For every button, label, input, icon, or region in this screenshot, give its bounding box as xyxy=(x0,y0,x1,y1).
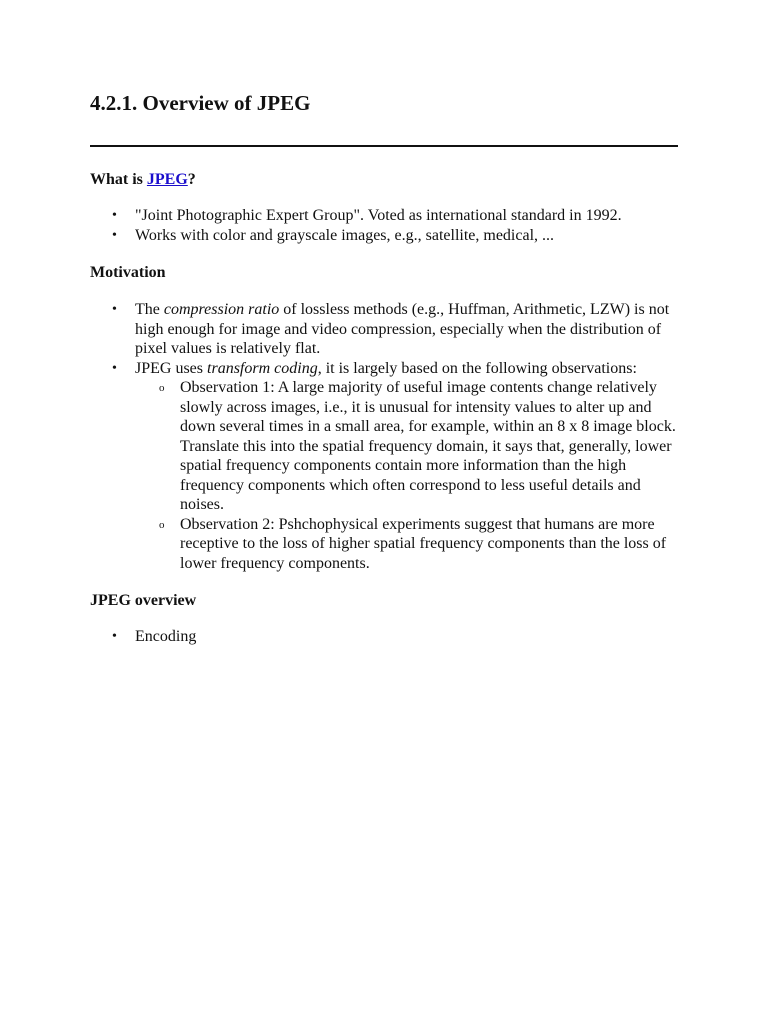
emphasis-text: transform coding xyxy=(207,359,318,377)
bullet-icon: • xyxy=(112,629,117,644)
section-heading-overview: JPEG overview xyxy=(90,592,197,609)
observation-text: Observation 2: Pshchophysical experiments suggest that humans are more receptive to the loss of higher spatial frequency components than the loss of lower frequency components. xyxy=(180,515,667,572)
jpeg-link[interactable]: JPEG xyxy=(146,171,188,188)
section-heading-what-is xyxy=(90,170,196,190)
motivation-list xyxy=(90,300,678,573)
observations-list xyxy=(135,378,678,573)
section-heading-motivation: Motivation xyxy=(90,264,166,281)
list-item xyxy=(90,206,678,226)
bullet-icon: • xyxy=(112,227,117,243)
sub-list-item xyxy=(135,378,678,515)
horizontal-rule xyxy=(90,145,678,147)
list-item-text: The compression ratio of lossless methods (e.g., Huffman, Arithmetic, LZW) is not high enough for image and video compression, especially when the distribution of pixel values is relatively flat. xyxy=(135,301,670,357)
observation-text: Observation 1: A large majority of useful image contents change relatively slowly across images, i.e., it is unusual for intensity values to alter up and down several times in a small area, for example, within an 8 x 8 image block. Translate this into the spatial frequency domain, it says that, generally, lower spatial frequency components contain more information than the high frequency components which often correspond to less useful details and noises. xyxy=(180,379,676,513)
page-title: 4.2.1. Overview of JPEG xyxy=(90,91,311,115)
list-item xyxy=(90,300,678,359)
sub-list-item xyxy=(135,515,678,574)
list-item-text: Works with color and grayscale images, e.g., satellite, medical, ... xyxy=(135,226,555,244)
circle-bullet-icon: o xyxy=(159,518,165,531)
what-is-suffix: ? xyxy=(187,171,196,188)
circle-bullet-icon: o xyxy=(159,382,165,394)
list-item xyxy=(90,627,678,647)
list-item-text: Encoding xyxy=(135,628,197,645)
bullet-icon: • xyxy=(112,360,117,376)
bullet-icon: • xyxy=(112,208,117,223)
list-item-text: "Joint Photographic Expert Group". Voted as international standard in 1992. xyxy=(135,207,622,224)
emphasis-text: compression ratio xyxy=(163,301,280,318)
list-item xyxy=(90,226,678,246)
list-item-text: JPEG uses transform coding, it is largely based on the following observations: xyxy=(135,359,637,377)
what-is-list xyxy=(90,206,678,245)
bullet-icon: • xyxy=(112,302,117,317)
list-item xyxy=(90,359,678,574)
what-is-prefix: What is xyxy=(90,171,147,188)
overview-list xyxy=(90,627,678,647)
